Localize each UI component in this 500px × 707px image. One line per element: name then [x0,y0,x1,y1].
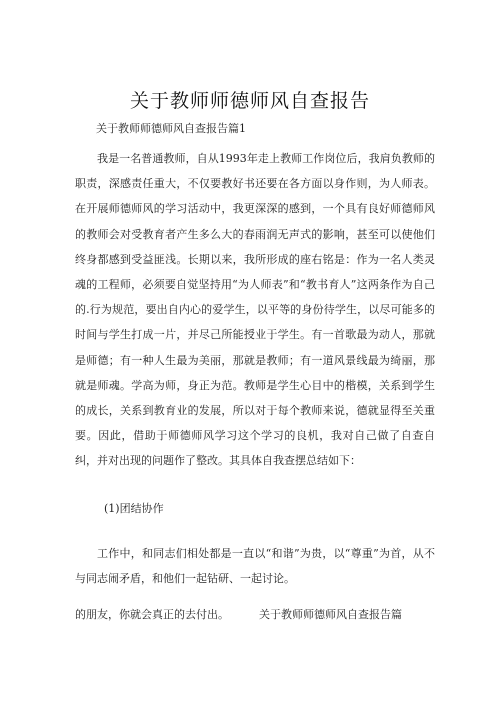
tail-text-left: 的朋友，你就会真正的去付出。 [75,608,229,621]
body-paragraph-2: 工作中，和同志们相处都是一直以“和谐”为贵，以“尊重”为首，从不与同志闹矛盾，和他们一起钻研、一起讨论。 [75,547,435,586]
body-paragraph-1: 我是一名普通教师，自从1993年走上教师工作岗位后，我肩负教师的职责，深感责任重大，不仅要教好书还要在各方面以身作则，为人师表。在开展师德师风的学习活动中，我更深深的感到，一个具有良好师德师风的教师会对受教育者产生多么大的春雨润无声式的影响，甚至可以使他们终身都感到受益匪浅。长期以来，我所形成的座右铭是：作为一名人类灵魂的工程师，必须要自觉坚持用“为人师表”和“教书育人”这两条作为自己的.行为规范，要出自内心的爱学生，以平等的身份待学生，以尽可能多的时间与学生打成一片，并尽己所能授业于学生。有一首歌最为动人，那就是师德；有一种人生最为美丽，那就是教师；有一道风景线最为绮丽，那就是师魂。学高为师，身正为范。教师是学生心目中的楷模，关系到学生的成长，关系到教育业的发展，所以对于每个教师来说，德就显得至关重要。因此，借助于师德师风学习这个学习的良机，我对自己做了自查自纠，并对出现的问题作了整改。其具体自我查摆总结如下： [75,152,435,468]
page-tail-line [75,606,435,622]
document-subtitle: 关于教师师德师风自查报告篇1 [96,122,246,135]
document-title: 关于教师师德师风自查报告 [129,90,370,112]
tail-text-right: 关于教师师德师风自查报告篇 [259,608,402,621]
section-heading: (1)团结协作 [104,502,164,515]
